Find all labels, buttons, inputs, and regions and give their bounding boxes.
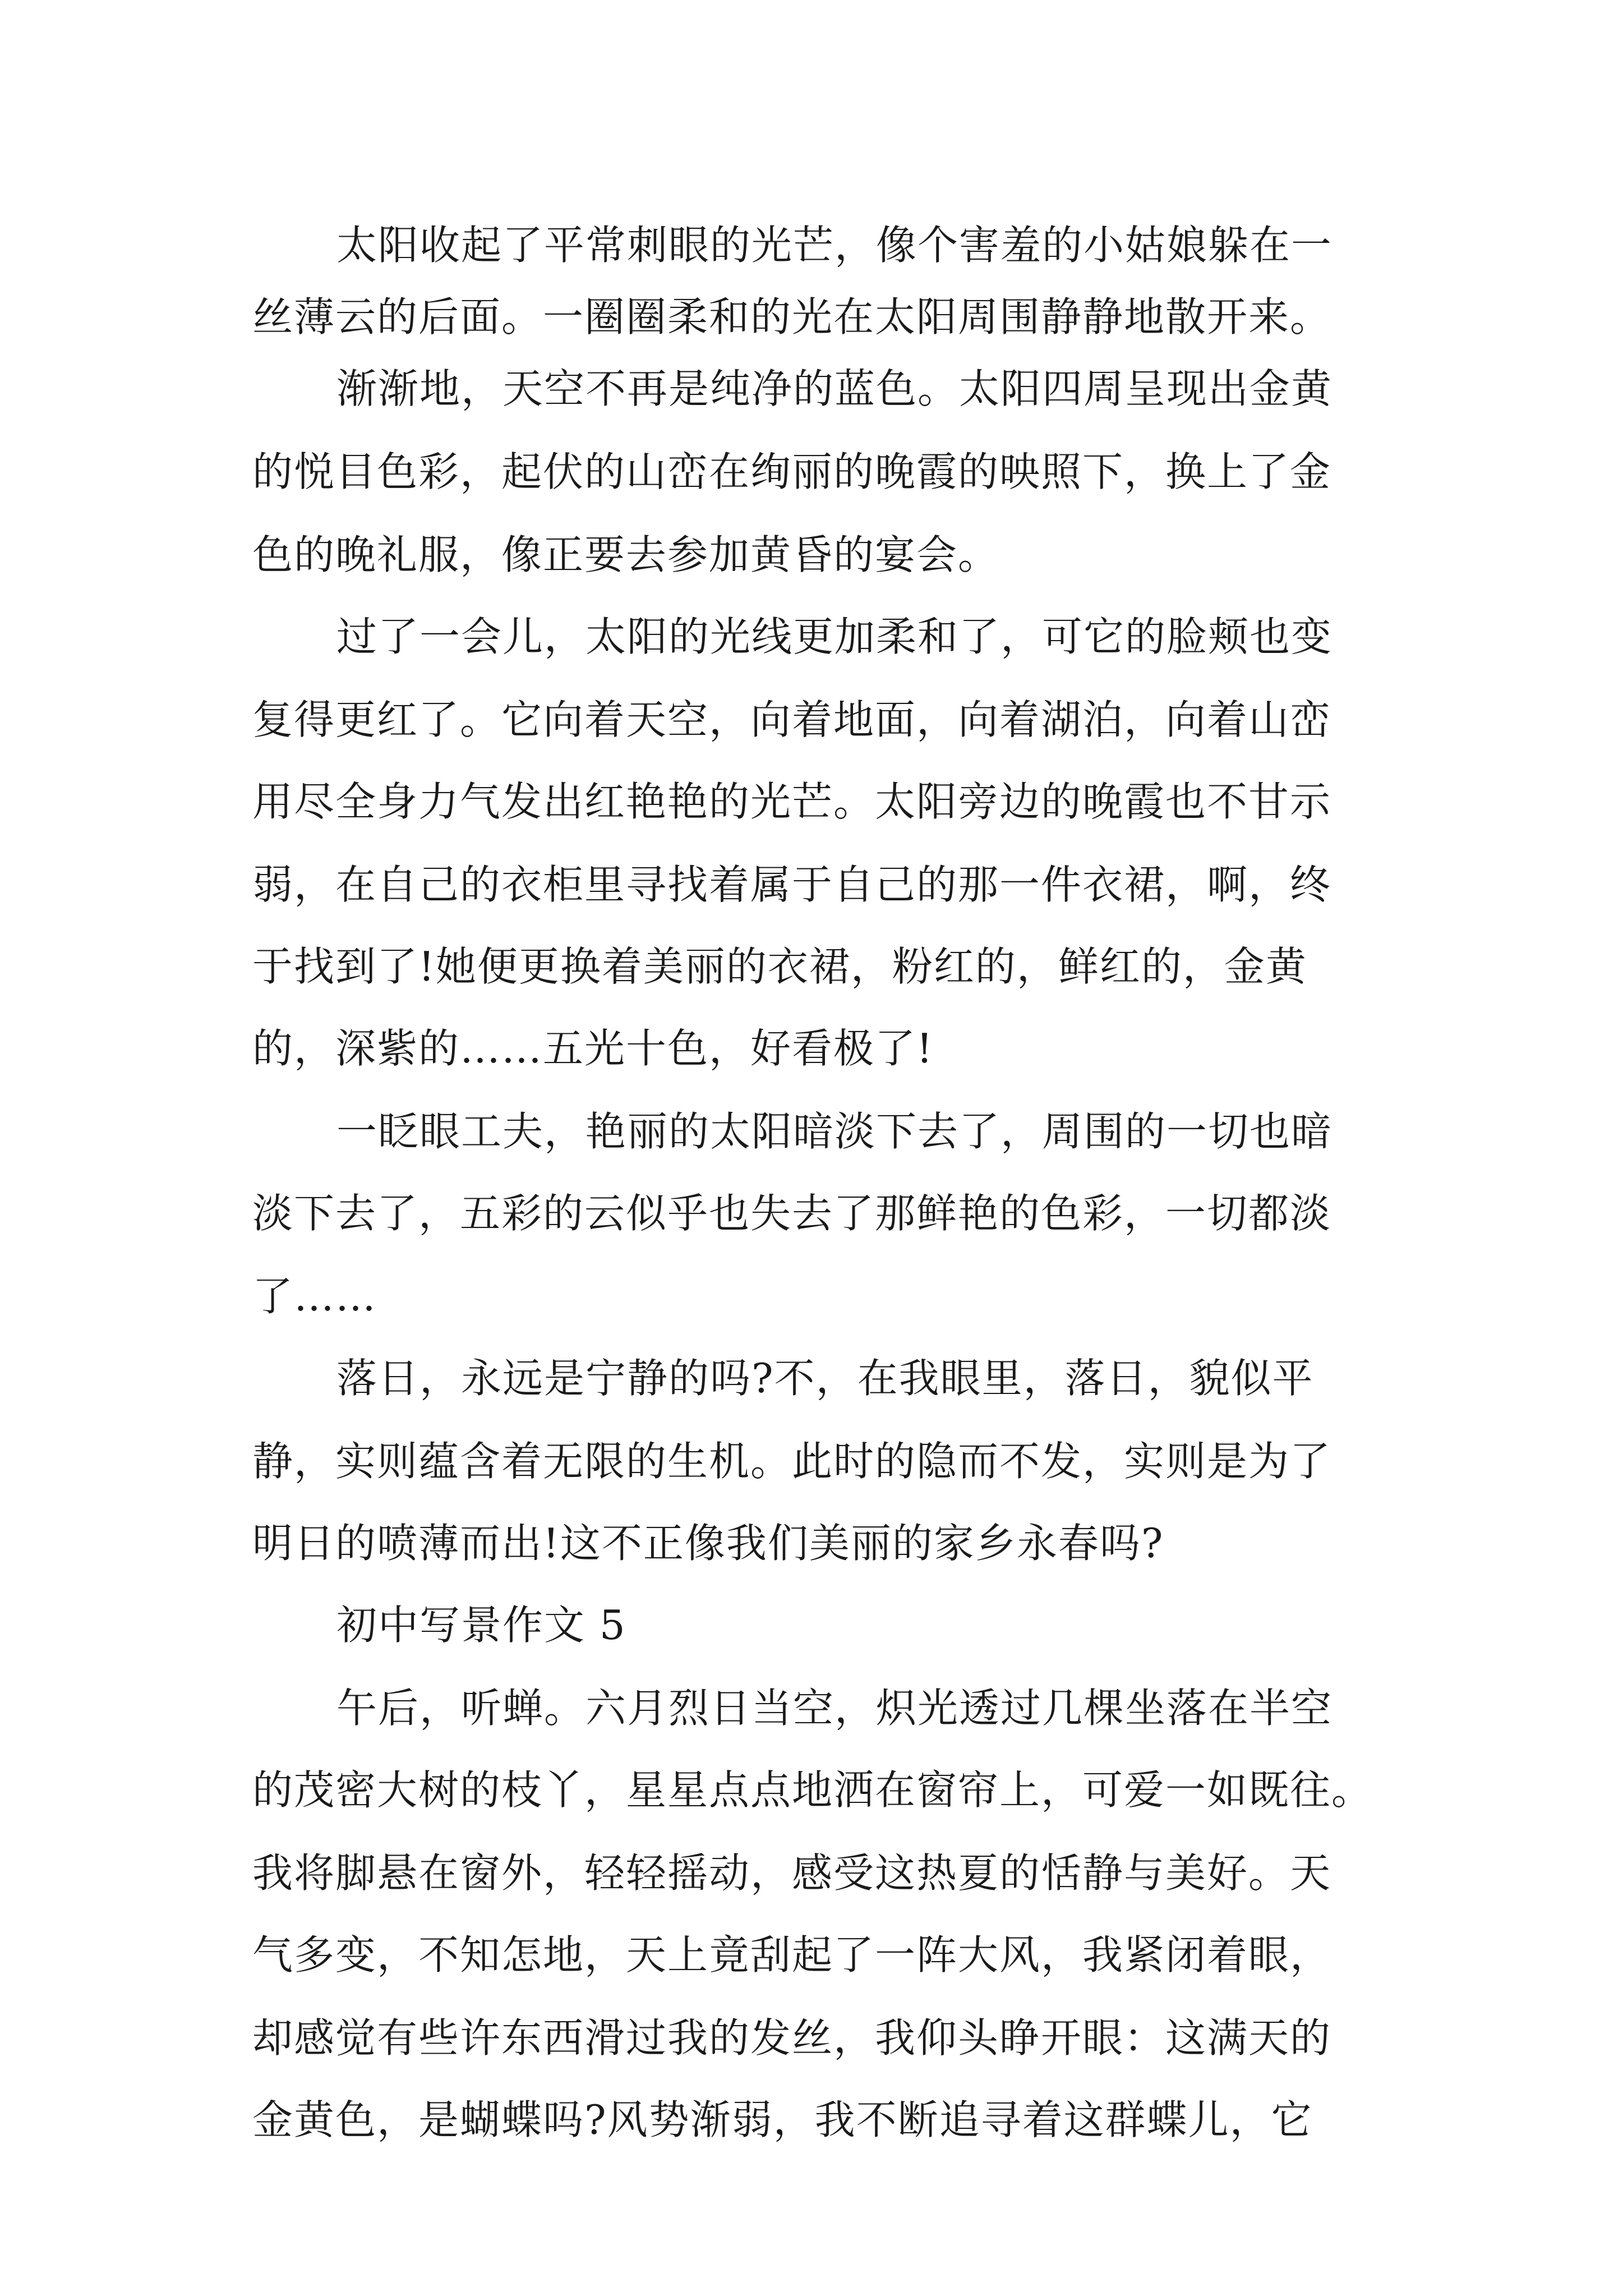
paragraph-line: 于找到了!她便更换着美丽的衣裙，粉红的，鲜红的，金黄 [252, 943, 1307, 990]
paragraph-line: 金黄色，是蝴蝶吗?风势渐弱，我不断追寻着这群蝶儿，它 [252, 2096, 1313, 2143]
paragraph-line: 渐渐地，天空不再是纯净的蓝色。太阳四周呈现出金黄 [336, 365, 1333, 412]
paragraph-line: 了…… [252, 1273, 377, 1320]
paragraph-line: 过了一会儿，太阳的光线更加柔和了，可它的脸颊也变 [336, 613, 1333, 660]
paragraph-line: 静，实则蕴含着无限的生机。此时的隐而不发，实则是为了 [252, 1438, 1332, 1485]
paragraph-line: 太阳收起了平常刺眼的光芒，像个害羞的小姑娘躲在一 [336, 222, 1333, 269]
paragraph-line: 复得更红了。它向着天空，向着地面，向着湖泊，向着山峦 [252, 696, 1332, 743]
paragraph-line: 一眨眼工夫，艳丽的太阳暗淡下去了，周围的一切也暗 [336, 1108, 1333, 1155]
paragraph-line: 气多变，不知怎地，天上竟刮起了一阵大风，我紧闭着眼， [252, 1931, 1332, 1978]
section-heading: 初中写景作文 5 [336, 1602, 626, 1649]
paragraph-line: 的悦目色彩，起伏的山峦在绚丽的晚霞的映照下，换上了金 [252, 448, 1332, 495]
paragraph-line: 的，深紫的……五光十色，好看极了! [252, 1025, 934, 1072]
paragraph-line: 的茂密大树的枝丫，星星点点地洒在窗帘上，可爱一如既往。 [252, 1766, 1373, 1814]
paragraph-line: 我将脚悬在窗外，轻轻摇动，感受这热夏的恬静与美好。天 [252, 1849, 1332, 1897]
paragraph-line: 却感觉有些许东西滑过我的发丝，我仰头睁开眼：这满天的 [252, 2014, 1332, 2062]
paragraph-line: 淡下去了，五彩的云似乎也失去了那鲜艳的色彩，一切都淡 [252, 1190, 1332, 1237]
paragraph-line: 色的晚礼服，像正要去参加黄昏的宴会。 [252, 531, 1000, 578]
paragraph-line: 落日，永远是宁静的吗?不，在我眼里，落日，貌似平 [336, 1355, 1314, 1402]
paragraph-line: 弱，在自己的衣柜里寻找着属于自己的那一件衣裙，啊，终 [252, 861, 1332, 908]
paragraph-line: 丝薄云的后面。一圈圈柔和的光在太阳周围静静地散开来。 [252, 293, 1332, 341]
paragraph-line: 明日的喷薄而出!这不正像我们美丽的家乡永春吗? [252, 1520, 1164, 1567]
paragraph-line: 午后，听蝉。六月烈日当空，炽光透过几棵坐落在半空 [336, 1685, 1333, 1732]
paragraph-line: 用尽全身力气发出红艳艳的光芒。太阳旁边的晚霞也不甘示 [252, 778, 1332, 825]
